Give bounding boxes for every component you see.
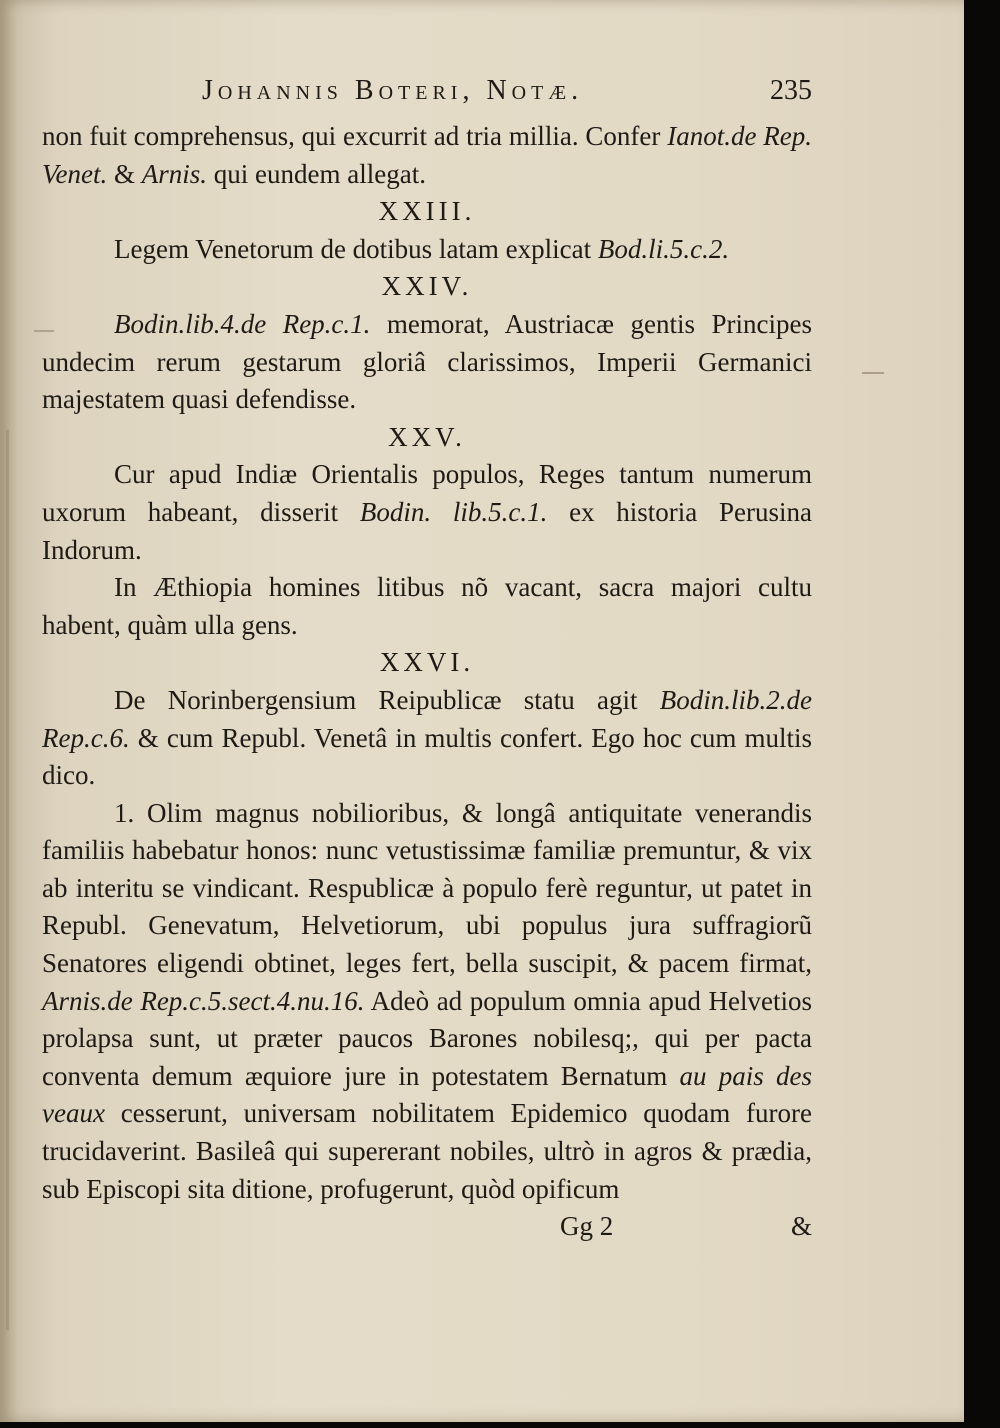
citation: Bodin. lib.5.c.1. xyxy=(359,496,548,527)
paragraph xyxy=(42,682,812,795)
text-run: In Æthiopia homines litibus nõ vacant, sacra majori cultu habent, quàm ulla gens. xyxy=(42,572,812,640)
citation: Arnis.de Rep.c.5.sect.4.nu.16. xyxy=(42,985,365,1016)
citation: Arnis. xyxy=(141,158,208,189)
section-heading: XXVI. xyxy=(379,647,475,678)
text-run: 1. Olim magnus nobilioribus, & longâ antiquitate venerandis familiis habebatur honos: nunc vetustissimæ familiæ premuntur, & vix ab interitu se vindicant. Respublicæ à populo ferè reguntur, ut patet in Republ. Genevatum, Helvetiorum, ubi populus jura suffragiorũ Senatores eligendi obtinet, leges fert, bella suscipit, & pacem firmat, xyxy=(42,797,812,979)
text-run: & cum Republ. Venetâ in multis confert. Ego hoc cum multis dico. xyxy=(42,722,812,791)
section-heading: XXIII. xyxy=(378,196,476,227)
paragraph xyxy=(42,231,812,269)
signature-mark: Gg 2 xyxy=(560,1211,614,1242)
paragraph xyxy=(42,306,812,419)
page-text xyxy=(42,72,812,1246)
paragraph xyxy=(42,456,812,569)
text-run: & xyxy=(107,158,142,189)
citation: Bod.li.5.c.2. xyxy=(597,233,730,264)
running-title: Johannis Boteri, Notæ. xyxy=(202,75,584,106)
paragraph xyxy=(42,795,812,1209)
text-run: Legem Venetorum de dotibus latam explicat xyxy=(114,233,598,264)
text-run: cesserunt, universam nobilitatem Epidemico quodam furore trucidaverint. Basileâ qui supererant nobiles, ultrò in agros & prædia, sub Episcopi sita ditione, profugerunt, quòd opificum xyxy=(42,1098,812,1204)
text-run: non fuit comprehensus, qui excurrit ad tria millia. Confer xyxy=(42,121,668,151)
signature-line xyxy=(42,1208,812,1246)
running-header xyxy=(42,72,812,118)
citation: au pais des veaux xyxy=(42,1060,813,1129)
paragraph xyxy=(42,569,812,644)
text-run: De Norinbergensium Reipublicæ statu agit xyxy=(114,684,660,715)
text-run: qui eundem allegat. xyxy=(207,158,426,189)
page-number: 235 xyxy=(770,75,812,106)
paragraph xyxy=(42,118,812,193)
body-text xyxy=(42,118,812,1208)
citation: Ianot.de Rep. Venet. xyxy=(42,121,812,189)
text-run: Cur apud Indiæ Orientalis populos, Reges tantum numerum uxorum habeant, disserit xyxy=(42,459,812,527)
catchword: & xyxy=(790,1211,812,1242)
section-heading: XXV. xyxy=(388,421,466,452)
citation: Bodin.lib.2.de Rep.c.6. xyxy=(42,684,812,753)
text-run: Adeò ad populum omnia apud Helvetios prolapsa sunt, ut præter paucos Barones nobilesq;, qui per pacta conventa demum æquiore jure in potestatem Bernatum xyxy=(42,985,812,1091)
text-run: ex historia Perusina Indorum. xyxy=(42,496,812,565)
text-run: memorat, Austriacæ gentis Principes undecim rerum gestarum gloriâ clarissimos, Imperii Germanici majestatem quasi defendisse. xyxy=(42,308,812,415)
section-heading: XXIV. xyxy=(381,271,473,302)
citation: Bodin.lib.4.de Rep.c.1. xyxy=(114,308,371,339)
